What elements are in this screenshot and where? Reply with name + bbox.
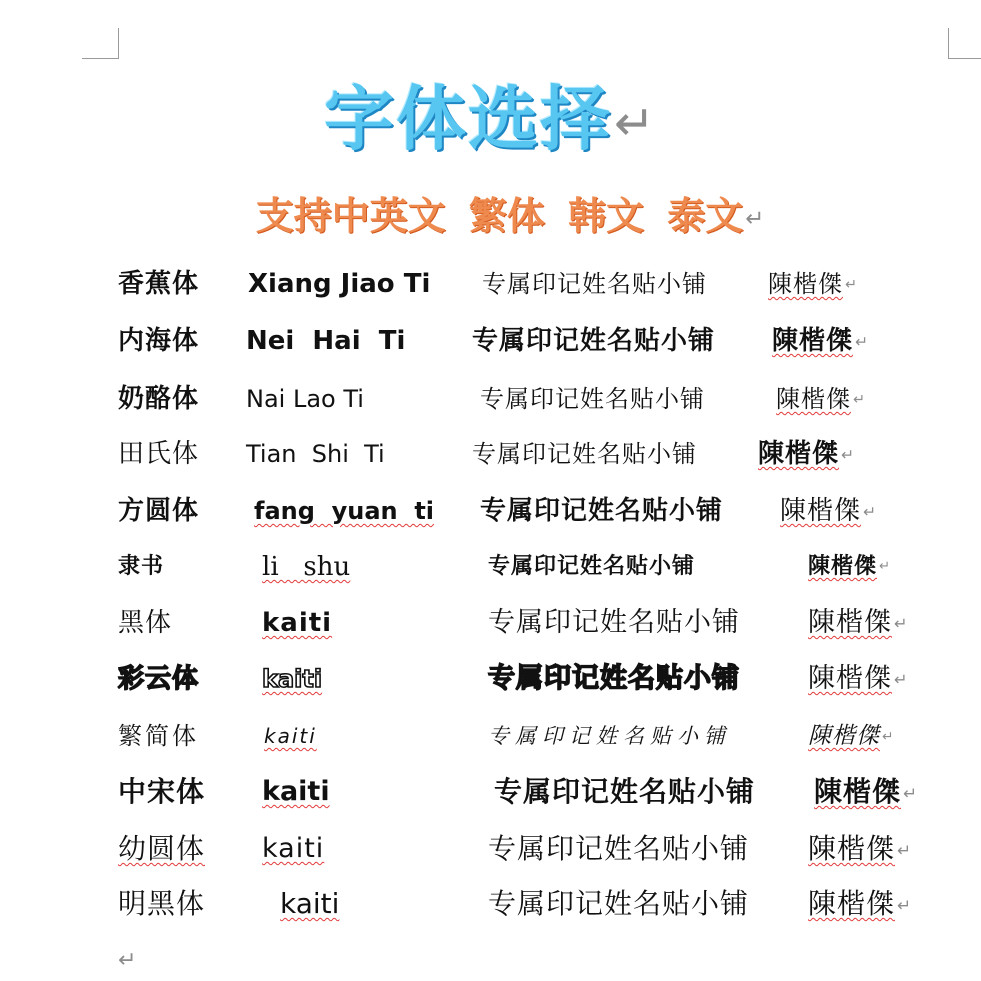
font-name-cn: 内海体	[118, 326, 200, 356]
font-name-en: Tian Shi Ti	[246, 440, 385, 468]
font-name-en: kaiti	[262, 665, 323, 693]
document-title-text: 字体选择	[323, 78, 612, 160]
font-row-neihai[interactable]	[0, 319, 981, 363]
font-name-en: kaiti	[262, 776, 330, 807]
paragraph-mark-icon: ↵	[855, 332, 870, 351]
font-row-heiti[interactable]	[0, 601, 981, 645]
document-subtitle-text: 支持中英文 繁体 韩文 泰文	[255, 194, 744, 238]
sample-name: 陳楷傑 ↵	[808, 723, 895, 749]
font-row-nailao[interactable]	[0, 377, 981, 421]
paragraph-mark-icon: ↵	[613, 94, 658, 152]
paragraph-mark-icon: ↵	[745, 205, 765, 232]
sample-text: 专属印记姓名贴小铺	[494, 775, 756, 808]
sample-name: 陳楷傑 ↵	[808, 663, 909, 694]
sample-text: 专属印记姓名贴小铺	[482, 270, 707, 298]
font-row-youyuan[interactable]	[0, 827, 981, 871]
font-name-cn: 明黑体	[118, 887, 206, 920]
font-row-zhongsong[interactable]	[0, 770, 981, 814]
sample-text: 专属印记姓名贴小铺	[480, 385, 705, 413]
sample-text: 专属印记姓名贴小铺	[480, 496, 724, 526]
sample-text: 专属印记姓名贴小铺	[472, 440, 697, 468]
font-name-en: kaiti	[264, 724, 317, 748]
font-name-en: Nai Lao Ti	[246, 385, 364, 413]
paragraph-mark-icon: ↵	[897, 895, 913, 915]
paragraph-mark-icon: ↵	[853, 392, 867, 408]
document-subtitle[interactable]	[0, 190, 981, 242]
sample-name: 陳楷傑 ↵	[768, 270, 859, 298]
font-name-cn: 幼圆体	[118, 832, 206, 865]
font-name-cn: 隶书	[118, 554, 165, 579]
paragraph-mark-icon: ↵	[841, 445, 856, 464]
paragraph-mark-icon: ↵	[882, 728, 895, 745]
font-name-en: kaiti	[262, 608, 333, 638]
sample-name: 陳楷傑 ↵	[808, 887, 913, 920]
paragraph-mark-icon: ↵	[863, 502, 878, 521]
sample-name: 陳楷傑 ↵	[808, 607, 909, 638]
sample-text: 专属印记姓名贴小铺	[488, 724, 731, 748]
font-row-tianshi[interactable]	[0, 432, 981, 476]
crop-mark-top-left	[82, 28, 119, 59]
font-row-xiangjiao[interactable]	[0, 262, 981, 306]
paragraph-mark-icon[interactable]: ↵	[118, 948, 137, 973]
font-row-minghei[interactable]	[0, 882, 981, 926]
paragraph-mark-icon: ↵	[903, 783, 919, 803]
font-row-fangyuan[interactable]	[0, 489, 981, 533]
sample-name: 陳楷傑 ↵	[808, 832, 913, 865]
font-row-caiyun[interactable]	[0, 657, 981, 701]
font-name-en: Xiang Jiao Ti	[248, 269, 431, 299]
font-row-lishu[interactable]	[0, 545, 981, 589]
font-name-en: kaiti	[262, 833, 325, 864]
sample-text: 专属印记姓名贴小铺	[488, 887, 750, 920]
font-name-en: fang yuan ti	[254, 497, 435, 525]
font-name-cn: 奶酪体	[118, 384, 200, 414]
font-name-cn: 方圆体	[118, 496, 200, 526]
document-title[interactable]	[0, 74, 981, 164]
sample-text: 专属印记姓名贴小铺	[488, 832, 750, 865]
sample-text: 专属印记姓名贴小铺	[488, 607, 740, 638]
font-name-en: kaiti	[280, 887, 340, 920]
font-name-cn: 彩云体	[118, 664, 200, 694]
paragraph-mark-icon: ↵	[845, 277, 859, 293]
font-name-cn: 田氏体	[118, 439, 200, 469]
font-name-cn: 黑体	[118, 608, 173, 638]
sample-text: 专属印记姓名贴小铺	[488, 554, 696, 579]
paragraph-mark-icon: ↵	[894, 669, 909, 689]
paragraph-mark-icon: ↵	[897, 840, 913, 860]
paragraph-mark-icon: ↵	[879, 559, 892, 574]
sample-text: 专属印记姓名贴小铺	[488, 663, 740, 694]
crop-mark-top-right	[948, 28, 981, 59]
font-name-cn: 繁简体	[118, 722, 199, 750]
font-name-cn: 中宋体	[118, 775, 206, 808]
font-name-cn: 香蕉体	[118, 269, 200, 299]
paragraph-mark-icon: ↵	[894, 613, 909, 633]
sample-name: 陳楷傑 ↵	[814, 775, 919, 808]
sample-name: 陳楷傑 ↵	[776, 385, 867, 413]
font-name-en: Nei Hai Ti	[246, 326, 406, 356]
font-name-en: li shu	[262, 552, 351, 582]
sample-text: 专属印记姓名贴小铺	[472, 326, 716, 356]
sample-name: 陳楷傑 ↵	[780, 496, 878, 526]
font-row-fanjian[interactable]	[0, 714, 981, 758]
sample-name: 陳楷傑 ↵	[758, 439, 856, 469]
sample-name: 陳楷傑 ↵	[808, 554, 892, 579]
sample-name: 陳楷傑 ↵	[772, 326, 870, 356]
